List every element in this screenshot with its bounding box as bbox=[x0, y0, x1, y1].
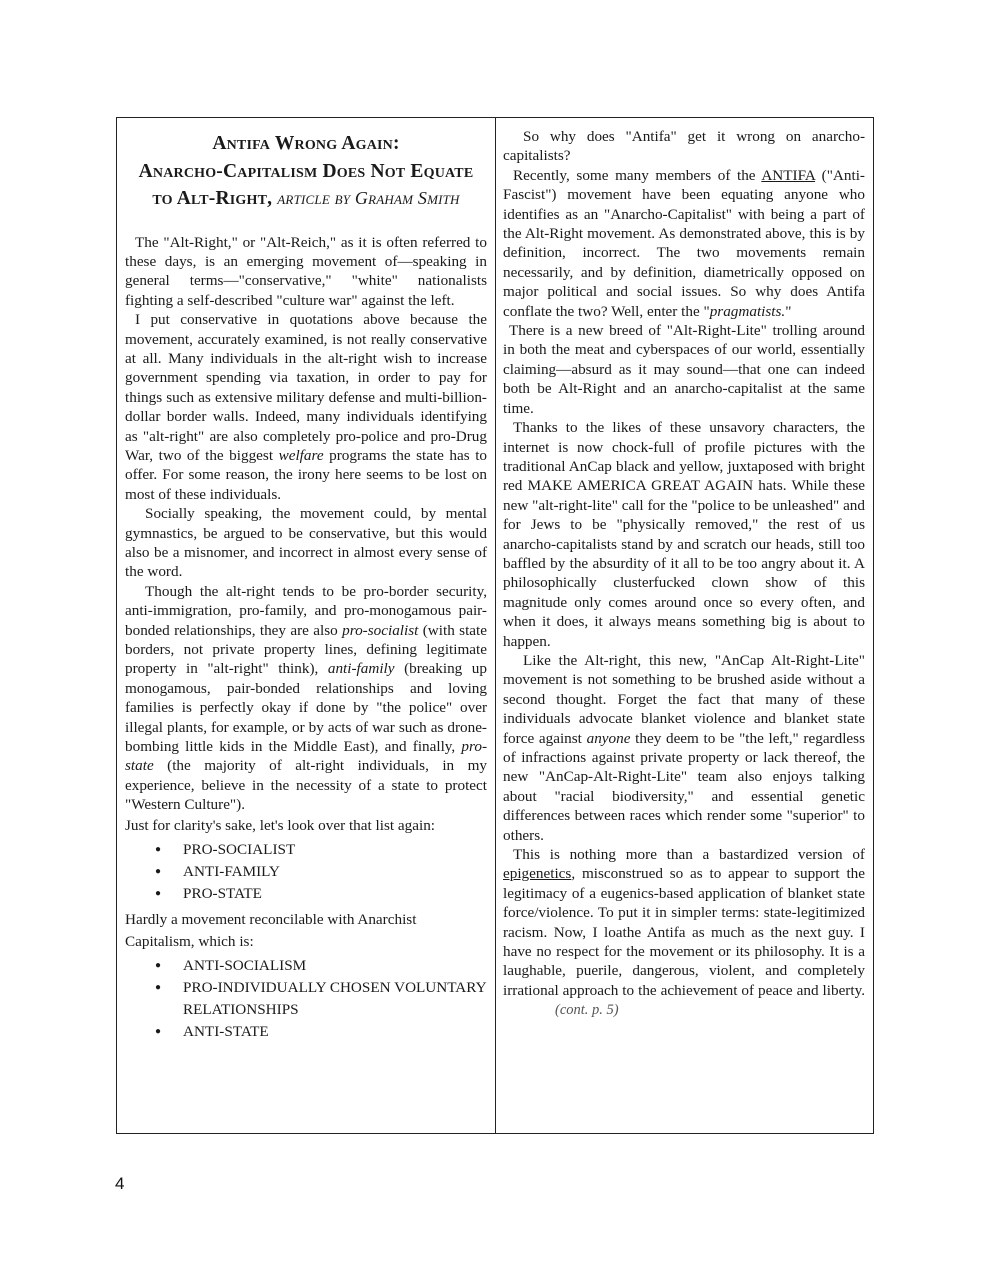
epigenetics-link[interactable]: epigenetics bbox=[503, 865, 572, 883]
right-paragraph-5: Like the Alt-right, this new, "AnCap Alt-Right-Lite" movement is not something to be brushed aside without a second thought. Forget the fact that many of these individuals advocate blanket violence and blanket state force against anyone they deem to be "the left," regardless of infractions against private property or lack thereof, the new "AnCap-Alt-Right-Lite" team also enjoys talking about "racial biodiversity," and essential genetic differences between races which render some "superior" to others. bbox=[503, 651, 865, 844]
left-paragraph-5: Just for clarity's sake, let's look over that list again: bbox=[125, 816, 436, 834]
page-number: 4 bbox=[115, 1174, 125, 1193]
continued-note: (cont. p. 5) bbox=[555, 1002, 619, 1019]
left-column bbox=[125, 118, 487, 1047]
title-line-3: to Alt-Right, bbox=[152, 188, 273, 209]
column-divider bbox=[495, 118, 496, 1133]
title-line-2: Anarcho-Capitalism Does Not Equate bbox=[138, 160, 474, 182]
list-item: ● PRO-SOCIALIST bbox=[125, 839, 487, 861]
list-item: ● ANTI-FAMILY bbox=[125, 861, 487, 883]
list-item: ● PRO-STATE bbox=[125, 883, 487, 905]
right-column bbox=[503, 118, 865, 1021]
list-item: ● ANTI-SOCIALISM bbox=[125, 955, 487, 977]
right-paragraph-4: Thanks to the likes of these unsavory characters, the internet is now chock-full of profile pictures with the traditional AnCap black and yellow, juxtaposed with bright red MAKE AMERICA GREAT AGAIN hats. While these new "alt-right-lite" call for the "police to be unleashed" and for Jews to be "physically removed," the rest of us anarcho-capitalists stand by and scratch our heads, still too baffled by the absurdity of it all to be too angry about it. A philosophically clusterfucked clown show of this magnitude only comes around once so every often, and when it does, it always means something big is about to happen. bbox=[503, 419, 865, 650]
left-paragraph-6: Hardly a movement reconcilable with Anarchist Capitalism, which is: bbox=[125, 910, 417, 950]
bullet-list-ancap bbox=[125, 955, 487, 1043]
left-paragraph-2: I put conservative in quotations above because the movement, accurately examined, is not really conservative at all. Many individuals in the alt-right wish to increase government spending via taxation, in order to pay for things such as extensive military defense and multi-billion-dollar border walls. Indeed, many individuals identifying as "alt-right" are also completely pro-police and pro-Drug War, two of the biggest welfare programs the state has to offer. For some reason, the irony here seems to be lost on most of these individuals. bbox=[125, 311, 488, 503]
article-title bbox=[125, 130, 487, 213]
left-paragraph-3: Socially speaking, the movement could, by mental gymnastics, be argued to be conservative, but this would also be a misnomer, and incorrect in almost every sense of the word. bbox=[125, 505, 487, 581]
right-paragraph-3: There is a new breed of "Alt-Right-Lite" trolling around in both the meat and cyberspaces of our world, essentially claiming—absurd as it may sound—that one can indeed both be Alt-Right and an anarcho-capitalist at the same time. bbox=[503, 322, 865, 417]
bullet-list-alt-right bbox=[125, 839, 487, 905]
byline: article by Graham Smith bbox=[277, 188, 460, 208]
right-paragraph-2: Recently, some many members of the ANTIFA ("Anti-Fascist") movement have been equating anyone who identifies as an "Anarcho-Capitalist" with being a part of the Alt-Right movement. As demonstrated above, this is by definition, incorrect. The two movements remain necessarily, and by definition, diametrically opposed on major political and social issues. So why does Antifa conflate the two? Well, enter the "pragmatists." bbox=[503, 166, 865, 320]
list-item: ● ANTI-STATE bbox=[125, 1021, 487, 1043]
left-paragraph-1: The "Alt-Right," or "Alt-Reich," as it is often referred to these days, is an emerging movement of—speaking in general terms—"conservative," "white" nationalists fighting a self-described "culture war" against the left. bbox=[125, 233, 487, 309]
article-frame bbox=[116, 117, 874, 1134]
list-item: ● PRO-INDIVIDUALLY CHOSEN VOLUNTARY RELATIONSHIPS bbox=[125, 977, 487, 1021]
antifa-link[interactable]: ANTIFA bbox=[761, 166, 816, 184]
left-paragraph-4: Though the alt-right tends to be pro-border security, anti-immigration, pro-family, and pro-monogamous pair-bonded relationships, they are also pro-socialist (with state borders, not private property lines, defining legitimate property in "alt-right" think), anti-family (breaking up monogamous, pair-bonded relationships and loving families is perfectly okay if done by "the police" over illegal plants, for example, or by acts of war such as drone-bombing little kids in the Middle East), and finally, pro-state (the majority of alt-right individuals, in my experience, believe in the necessity of a state to protect "Western Culture"). bbox=[125, 582, 488, 814]
right-paragraph-1: So why does "Antifa" get it wrong on anarcho-capitalists? bbox=[503, 128, 865, 165]
title-line-1: Antifa Wrong Again: bbox=[212, 133, 400, 154]
right-paragraph-6: This is nothing more than a bastardized version of epigenetics, misconstrued so as to appear to support the legitimacy of a eugenics-based application of blanket state force/violence. To put it in simpler terms: state-legitimized racism. Now, I loathe Antifa as much as the next guy. I have no respect for the movement or its philosophy. It is a laughable, puerile, dangerous, violent, and completely irrational approach to the achievement of peace and liberty. (cont. p. 5) bbox=[503, 846, 865, 1019]
